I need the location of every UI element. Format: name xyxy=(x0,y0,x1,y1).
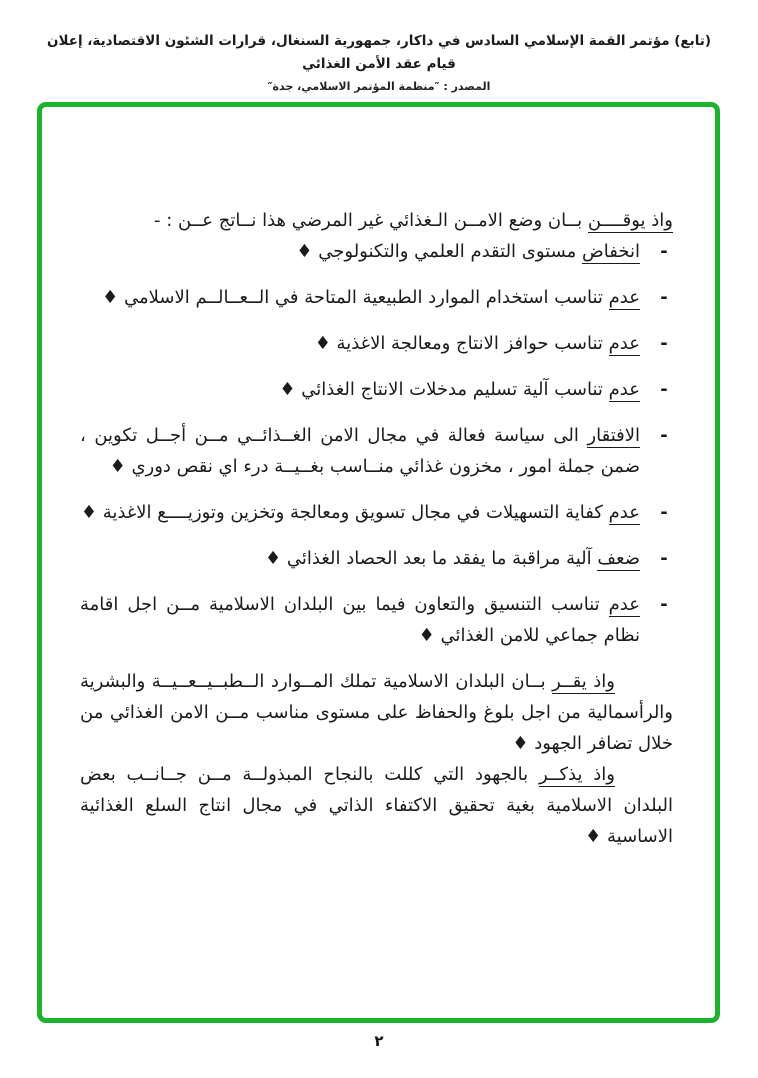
bullet-lead-underlined: الافتقار xyxy=(587,425,640,446)
dash-marker: - xyxy=(660,287,668,308)
document-title: (تابع) مؤتمر القمة الإسلامي السادس في داكار، جمهورية السنغال، قرارات الشئون الاقتصادية، إعلان قيام عقد الأمن الغذائي xyxy=(46,33,712,72)
bullet-item xyxy=(80,497,673,528)
dash-marker: - xyxy=(660,502,668,523)
bullet-rest: تناسب آلية تسليم مدخلات الانتاج الغذائي ♦ xyxy=(279,379,609,400)
bullet-rest: تناسب التنسيق والتعاون فيما بين البلدان الاسلامية مــن اجل اقامة نظام جماعي للامن الغذائي ♦ xyxy=(80,594,640,646)
bullet-rest: تناسب استخدام الموارد الطبيعية المتاحة في الــعــالــم الاسلامي ♦ xyxy=(102,287,609,308)
bullet-text xyxy=(80,543,640,574)
bullet-text xyxy=(80,328,640,359)
bullet-item xyxy=(80,328,673,359)
intro-text: بــان وضع الامــن الـغذائي غير المرضي هذا نــاتج عــن : - xyxy=(153,210,588,231)
dash-marker: - xyxy=(660,379,668,400)
bullet-rest: مستوى التقدم العلمي والتكنولوجي ♦ xyxy=(296,241,583,262)
document-body xyxy=(42,107,715,852)
bullet-lead-underlined: ضعف xyxy=(597,548,640,569)
bullet-item xyxy=(80,589,673,651)
document-header xyxy=(0,30,758,93)
bullet-text xyxy=(80,420,640,482)
intro-lead-underlined: واذ يوقــــن xyxy=(587,210,673,231)
bullet-rest: كفاية التسهيلات في مجال تسويق ومعالجة وتخزين وتوزيــــع الاغذية ♦ xyxy=(80,502,609,523)
bullet-lead-underlined: عدم xyxy=(608,594,640,615)
page-number: ٢ xyxy=(374,1032,384,1050)
bullet-text xyxy=(80,589,640,651)
bullet-lead-underlined: عدم xyxy=(608,502,640,523)
bullet-item xyxy=(80,374,673,405)
bullet-item xyxy=(80,282,673,313)
bullet-item xyxy=(80,543,673,574)
intro-paragraph xyxy=(80,205,673,236)
closing-rest: بالجهود التي كللت بالنجاح المبذولــة مــن جــانــب بعض البلدان الاسلامية بغية تحقيق الاكتفاء الذاتي في مجال انتاج السلع الغذائية الاساسية ♦ xyxy=(80,764,673,847)
bullet-item xyxy=(80,420,673,482)
closing-rest: بــان البلدان الاسلامية تملك المــوارد الــطبــيــعــيــة والبشرية والرأسمالية من اجل بلوغ والحفاظ على مستوى مناسب مــن الامن الغذائي من خلال تضافر الجهود ♦ xyxy=(80,671,673,754)
closing-lead-underlined: واذ يقــر xyxy=(552,671,615,692)
closing-paragraph xyxy=(80,759,673,852)
closing-paragraph xyxy=(80,666,673,759)
bullet-lead-underlined: عدم xyxy=(608,379,640,400)
dash-marker: - xyxy=(660,594,668,615)
bullet-lead-underlined: عدم xyxy=(608,333,640,354)
bullet-text xyxy=(80,282,640,313)
document-frame xyxy=(37,102,720,1023)
dash-marker: - xyxy=(660,548,668,569)
bullet-lead-underlined: عدم xyxy=(608,287,640,308)
bullet-text xyxy=(80,497,640,528)
bullet-rest: الى سياسة فعالة في مجال الامن الغــذائــي مــن أجــل تكوين ، ضمن جملة امور ، مخزون غذائي منــاسب بغــيــة درء اي نقص دوري ♦ xyxy=(80,425,640,477)
dash-marker: - xyxy=(660,241,668,262)
dash-marker: - xyxy=(660,333,668,354)
bullet-item xyxy=(80,236,673,267)
closing-lead-underlined: واذ يذكــر xyxy=(538,764,615,785)
bullet-text xyxy=(80,374,640,405)
document-source: المصدر : ″منظمة المؤتمر الاسلامي، جدة″ xyxy=(267,79,491,93)
dash-marker: - xyxy=(660,425,668,446)
bullet-lead-underlined: انخفاض xyxy=(582,241,640,262)
bullet-rest: تناسب حوافز الانتاج ومعالجة الاغذية ♦ xyxy=(314,333,609,354)
bullet-rest: آلية مراقبة ما يفقد ما بعد الحصاد الغذائي ♦ xyxy=(265,548,598,569)
bullet-text xyxy=(80,236,640,267)
